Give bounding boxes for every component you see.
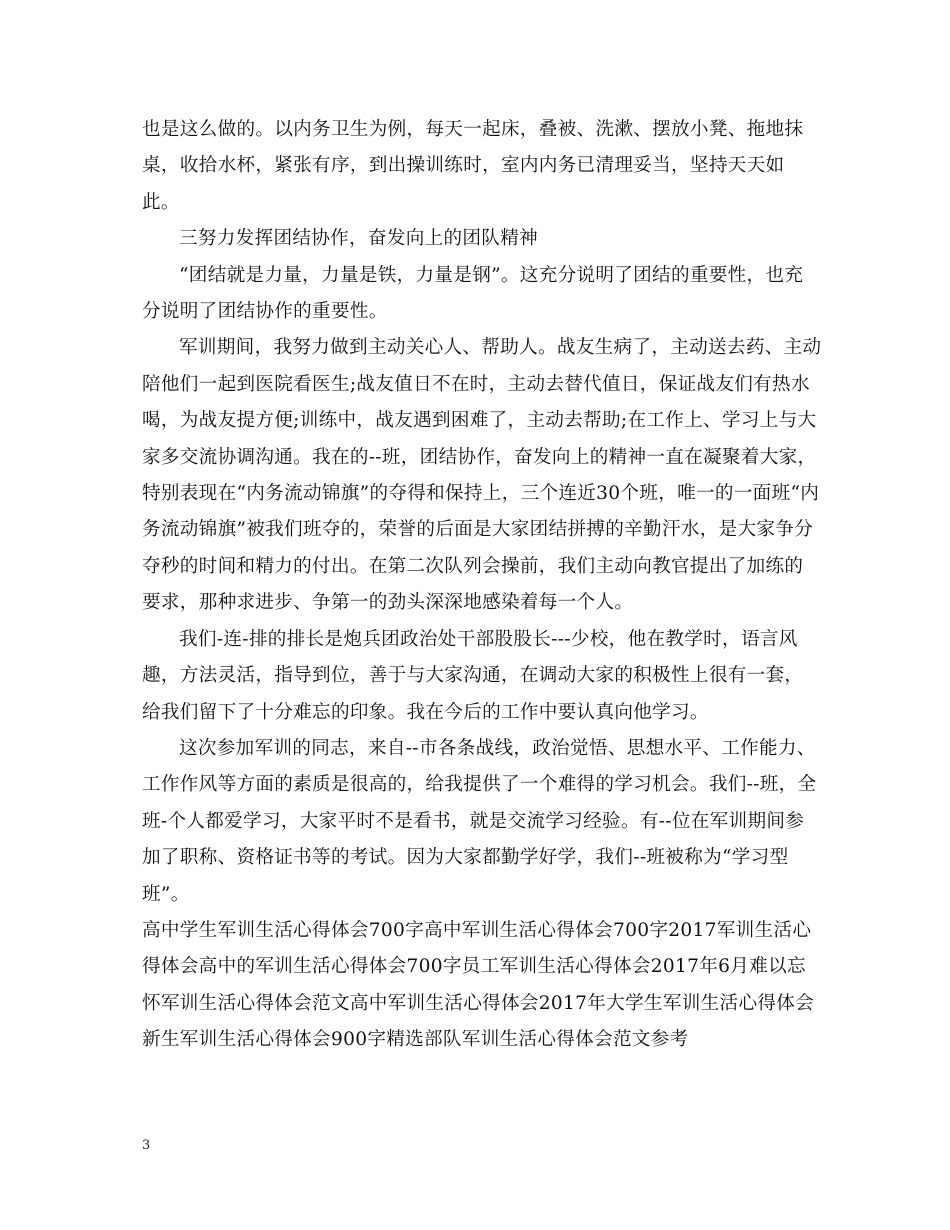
paragraph-unity-quote: “团结就是力量，力量是铁，力量是钢”。这充分说明了团结的重要性，也充分说明了团结协作的重要性。 xyxy=(142,264,804,323)
paragraph-platoon-leader: 我们-连-排的排长是炮兵团政治处干部股股长---少校，他在教学时，语言风趣，方法灵活，指导到位，善于与大家沟通，在调动大家的积极性上很有一套，给我们留下了十分难忘的印象。我在今后的工作中要认真向他学习。 xyxy=(142,628,804,723)
paragraph-helping-others: 军训期间，我努力做到主动关心人、帮助人。战友生病了，主动送去药、主动陪他们一起到医院看医生;战友值日不在时，主动去替代值日，保证战友们有热水喝，为战友提方便;训练中，战友遇到困难了，主动去帮助;在工作上、学习上与大家多交流协调沟通。我在的--班，团结协作，奋发向上的精神一直在凝聚着大家，特别表现在“内务流动锦旗”的夺得和保持上，三个连近30个班，唯一的一面班“内务流动锦旗”被我们班夺的，荣誉的后面是大家团结拼搏的辛勤汗水，是大家争分夺秒的时间和精力的付出。在第二次队列会操前，我们主动向教官提出了加练的要求，那种求进步、争第一的劲头深深地感染着每一个人。 xyxy=(142,337,822,614)
paragraph-continuation: 也是这么做的。以内务卫生为例，每天一起床，叠被、洗漱、摆放小凳、拖地抹桌，收拾水杯，紧张有序，到出操训练时，室内内务已清理妥当，坚持天天如此。 xyxy=(142,119,804,213)
section-heading: 三努力发挥团结协作，奋发向上的团队精神 xyxy=(179,228,538,250)
paragraph-learning-opportunity: 这次参加军训的同志，来自--市各条战线，政治觉悟、思想水平、工作能力、工作作风等方面的素质是很高的，给我提供了一个难得的学习机会。我们--班，全班-个人都爱学习，大家平时不是看书，就是交流学习经验。有--位在军训期间参加了职称、资格证书等的考试。因为大家都勤学好学，我们--班被称为“学习型班”。 xyxy=(142,737,817,905)
page-number: 3 xyxy=(142,1138,151,1153)
related-articles-text: 高中学生军训生活心得体会700字高中军训生活心得体会700字2017军训生活心得体会高中的军训生活心得体会700字员工军训生活心得体会2017年6月难以忘怀军训生活心得体会范文高中军训生活心得体会2017年大学生军训生活心得体会新生军训生活心得体会900字精选部队军训生活心得体会范文参考 xyxy=(142,919,815,1051)
document-body xyxy=(142,112,822,1059)
